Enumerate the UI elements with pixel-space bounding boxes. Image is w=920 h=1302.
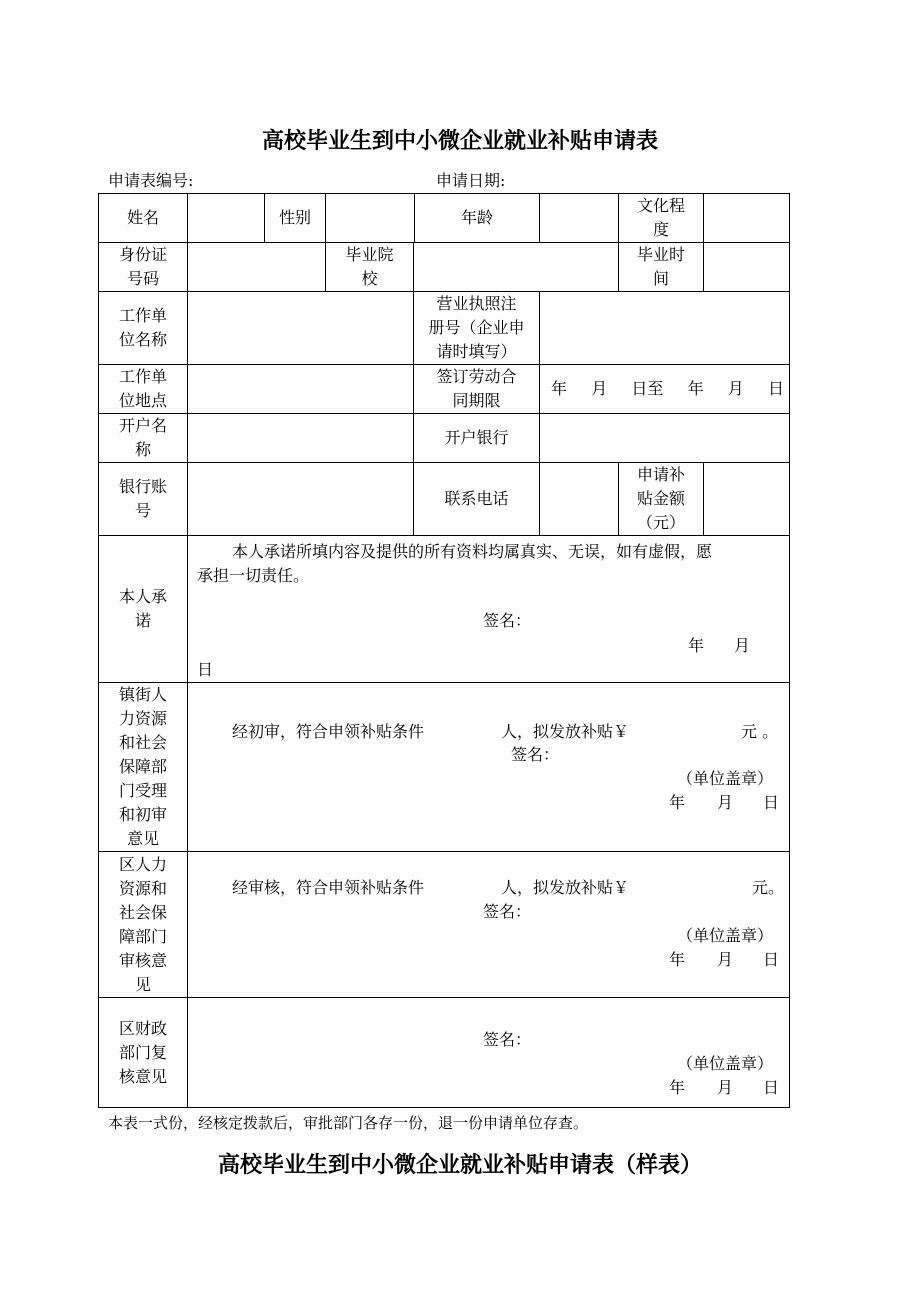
district-review-text: 经审核，符合申领补贴条件 xyxy=(232,878,425,897)
town-review-content xyxy=(188,683,790,852)
finance-review-day: 日 xyxy=(763,1078,780,1097)
contract-period-label: 签订劳动合 同期限 xyxy=(414,365,540,414)
promise-content xyxy=(188,536,790,683)
district-review-stamp: （单位盖章） xyxy=(677,926,774,945)
table-row xyxy=(99,536,790,683)
education-label: 文化程 度 xyxy=(619,194,704,243)
contract-end-month: 月 xyxy=(727,379,744,398)
school-value[interactable] xyxy=(414,243,619,292)
town-review-label: 镇街人 力资源 和社会 保障部 门受理 和初审 意见 xyxy=(99,683,188,852)
table-row xyxy=(99,243,790,292)
account-name-label: 开户名 称 xyxy=(99,414,188,463)
application-form-table xyxy=(98,193,790,1108)
town-review-stamp: （单位盖章） xyxy=(677,769,774,788)
graduation-time-value[interactable] xyxy=(704,243,790,292)
age-value[interactable] xyxy=(540,194,619,243)
town-review-month: 月 xyxy=(717,793,734,812)
district-review-people: 人，拟发放补贴￥ xyxy=(501,878,630,897)
age-label: 年龄 xyxy=(415,194,540,243)
id-number-value[interactable] xyxy=(188,243,326,292)
contract-start-year: 年 xyxy=(551,379,568,398)
contract-end-day: 日 xyxy=(767,379,784,398)
id-number-label: 身份证 号码 xyxy=(99,243,188,292)
business-license-value[interactable] xyxy=(540,292,790,365)
gender-label: 性别 xyxy=(265,194,326,243)
form-footnote: 本表一式份，经核定拨款后，审批部门各存一份，退一份申请单位存查。 xyxy=(108,1114,589,1132)
bank-account-label: 银行账 号 xyxy=(99,463,188,536)
name-label: 姓名 xyxy=(99,194,188,243)
bank-value[interactable] xyxy=(540,414,790,463)
table-row xyxy=(99,414,790,463)
town-review-sign: 签名： xyxy=(511,745,560,764)
subsidy-amount-label: 申请补 贴金额 （元） xyxy=(619,463,704,536)
bank-account-value[interactable] xyxy=(188,463,414,536)
contract-start-month: 月 xyxy=(591,379,608,398)
promise-text-line2: 承担一切责任。 xyxy=(197,566,310,585)
account-name-value[interactable] xyxy=(188,414,414,463)
phone-value[interactable] xyxy=(540,463,619,536)
finance-review-month: 月 xyxy=(717,1078,734,1097)
phone-label: 联系电话 xyxy=(414,463,540,536)
town-review-text: 经初审，符合申领补贴条件 xyxy=(232,722,425,741)
table-row xyxy=(99,852,790,998)
finance-review-label: 区财政 部门复 核意见 xyxy=(99,998,188,1108)
work-location-label: 工作单 位地点 xyxy=(99,365,188,414)
finance-review-year: 年 xyxy=(669,1078,686,1097)
education-value[interactable] xyxy=(704,194,790,243)
finance-review-content xyxy=(188,998,790,1108)
contract-period-value[interactable] xyxy=(540,365,790,414)
apply-date-label: 申请日期: xyxy=(436,171,506,190)
employer-name-label: 工作单 位名称 xyxy=(99,292,188,365)
graduation-time-label: 毕业时 间 xyxy=(619,243,704,292)
promise-sign-label: 签名： xyxy=(483,611,532,630)
contract-start-day: 日至 xyxy=(631,379,664,398)
contract-end-year: 年 xyxy=(687,379,704,398)
promise-month: 月 xyxy=(734,636,751,655)
promise-label: 本人承 诺 xyxy=(99,536,188,683)
district-review-content xyxy=(188,852,790,998)
name-value[interactable] xyxy=(188,194,265,243)
table-row xyxy=(99,365,790,414)
subsidy-amount-value[interactable] xyxy=(704,463,790,536)
district-review-yuan: 元。 xyxy=(752,878,785,897)
form-number-label: 申请表编号: xyxy=(108,171,194,190)
district-review-label: 区人力 资源和 社会保 障部门 审核意 见 xyxy=(99,852,188,998)
district-review-day: 日 xyxy=(763,950,780,969)
business-license-label: 营业执照注 册号（企业申 请时填写） xyxy=(414,292,540,365)
district-review-sign: 签名： xyxy=(483,902,532,921)
table-row xyxy=(99,194,790,243)
table-row xyxy=(99,998,790,1108)
district-review-year: 年 xyxy=(669,950,686,969)
table-row xyxy=(99,463,790,536)
finance-review-sign: 签名： xyxy=(483,1030,532,1049)
employer-name-value[interactable] xyxy=(188,292,414,365)
promise-text-line1: 本人承诺所填内容及提供的所有资料均属真实、无误，如有虚假，愿 xyxy=(232,542,713,561)
bank-label: 开户银行 xyxy=(414,414,540,463)
town-review-people: 人，拟发放补贴￥ xyxy=(501,722,630,741)
promise-year: 年 xyxy=(688,636,705,655)
town-review-year: 年 xyxy=(669,793,686,812)
town-review-yuan: 元 。 xyxy=(741,722,779,741)
work-location-value[interactable] xyxy=(188,365,414,414)
table-row xyxy=(99,292,790,365)
school-label: 毕业院 校 xyxy=(326,243,414,292)
promise-day: 日 xyxy=(197,660,214,679)
table-row xyxy=(99,683,790,852)
gender-value[interactable] xyxy=(326,194,415,243)
sample-form-title: 高校毕业生到中小微企业就业补贴申请表（样表） xyxy=(217,1153,702,1178)
district-review-month: 月 xyxy=(717,950,734,969)
town-review-day: 日 xyxy=(763,793,780,812)
form-title: 高校毕业生到中小微企业就业补贴申请表 xyxy=(261,129,658,154)
finance-review-stamp: （单位盖章） xyxy=(677,1054,774,1073)
